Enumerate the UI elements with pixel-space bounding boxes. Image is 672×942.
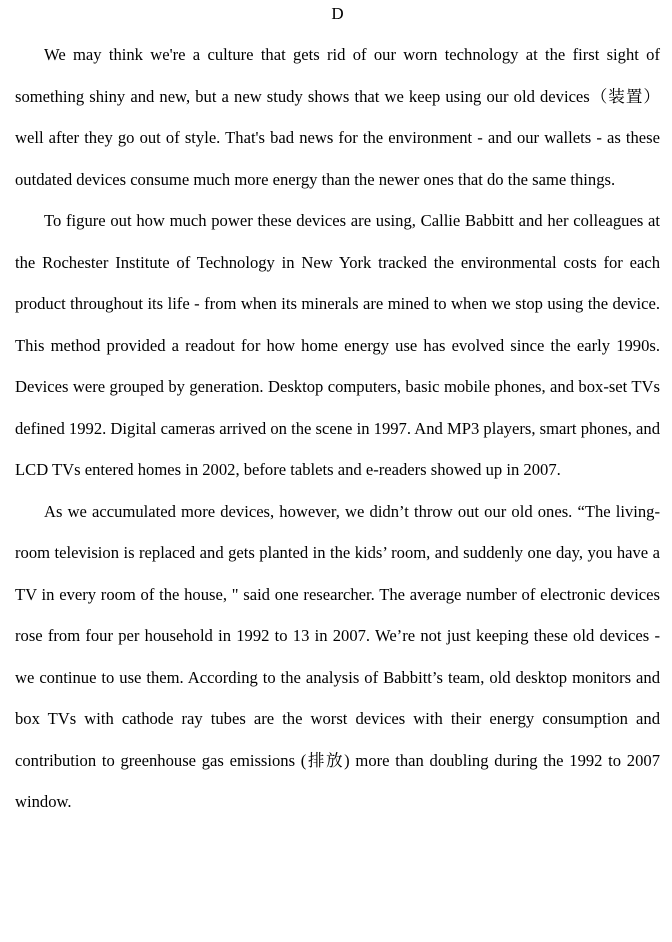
paragraph-1: We may think we're a culture that gets rid of our worn technology at the first sight of something shiny and new, but a new study shows that we keep using our old devices（装置）well after they go out of style. That's bad news for the environment - and our wallets - as these outdated devices consume much more energy than the newer ones that do the same things. (15, 45, 660, 189)
paragraph-2: To figure out how much power these devices are using, Callie Babbitt and her colleagues at the Rochester Institute of Technology in New York tracked the environmental costs for each product throughout its life - from when its minerals are mined to when we stop using the device. This method provided a readout for how home energy use has evolved since the early 1990s. Devices were grouped by generation. Desktop computers, basic mobile phones, and box-set TVs defined 1992. Digital cameras arrived on the scene in 1997. And MP3 players, smart phones, and LCD TVs entered homes in 2002, before tablets and e-readers showed up in 2007. (15, 211, 660, 479)
paragraph-3: As we accumulated more devices, however, we didn’t throw out our old ones. “The living-room television is replaced and gets planted in the kids’ room, and suddenly one day, you have a TV in every room of the house, " said one researcher. The average number of electronic devices rose from four per household in 1992 to 13 in 2007. We’re not just keeping these old devices - we continue to use them. According to the analysis of Babbitt’s team, old desktop monitors and box TVs with cathode ray tubes are the worst devices with their energy consumption and contribution to greenhouse gas emissions (排放) more than doubling during the 1992 to 2007 window. (15, 501, 660, 811)
section-heading: D (331, 4, 344, 23)
article-body (15, 34, 660, 823)
